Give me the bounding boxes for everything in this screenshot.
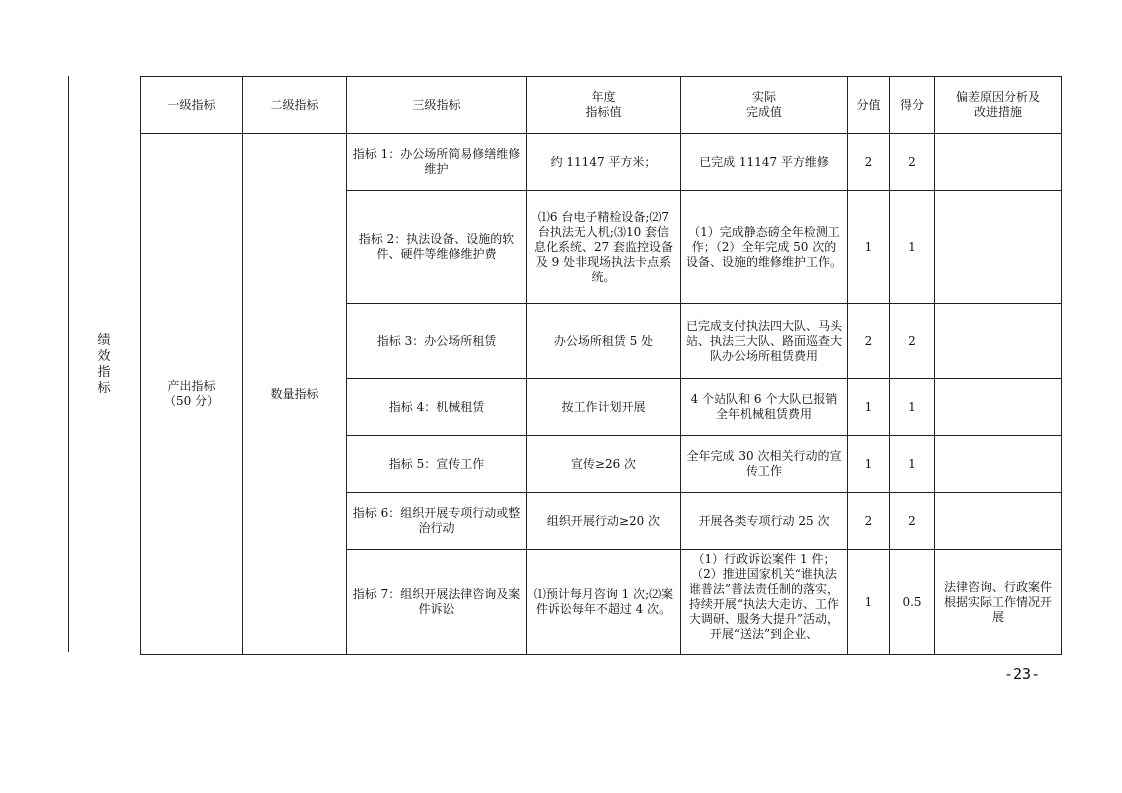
header-score-value: 分值 (848, 77, 890, 134)
header-level3: 三级指标 (347, 77, 527, 134)
target-cell: 按工作计划开展 (527, 379, 681, 436)
header-level1: 一级指标 (141, 77, 243, 134)
score-cell: 1 (890, 191, 935, 304)
indicator-cell: 指标 2：执法设备、设施的软件、硬件等维修维护费 (347, 191, 527, 304)
header-target (527, 77, 681, 134)
category-label-performance (92, 333, 116, 397)
value-cell: 2 (848, 134, 890, 191)
score-cell: 1 (890, 379, 935, 436)
target-cell: 办公场所租赁 5 处 (527, 304, 681, 379)
actual-cell: 已完成支付执法四大队、马头站、执法三大队、路面巡查大队办公场所租赁费用 (681, 304, 848, 379)
value-cell: 1 (848, 550, 890, 655)
actual-cell: （1）完成静态磅全年检测工作；（2）全年完成 50 次的设备、设施的维修维护工作。 (681, 191, 848, 304)
actual-text-clip: （1）行政诉讼案件 1 件；（2）推进国家机关“谁执法谁普法”普法责任制的落实，持续开展“执法大走访、工作大调研、服务大提升”活动，开展“送法”到企业、 (688, 552, 840, 641)
header-analysis-line: 改进措施 (973, 105, 1022, 119)
indicator-cell: 指标 4：机械租赁 (347, 379, 527, 436)
target-cell: 宣传≥26 次 (527, 436, 681, 493)
page-number: -23- (1004, 665, 1041, 683)
indicator-cell: 指标 1：办公场所简易修缮维修维护 (347, 134, 527, 191)
score-cell: 1 (890, 436, 935, 493)
level1-cell (141, 134, 243, 655)
indicator-cell: 指标 5：宣传工作 (347, 436, 527, 493)
actual-cell: 全年完成 30 次相关行动的宣传工作 (681, 436, 848, 493)
analysis-cell (935, 191, 1062, 304)
target-cell: 组织开展行动≥20 次 (527, 493, 681, 550)
indicator-cell: 指标 6：组织开展专项行动或整治行动 (347, 493, 527, 550)
score-cell: 2 (890, 304, 935, 379)
score-cell: 2 (890, 134, 935, 191)
header-row (141, 77, 1062, 134)
analysis-cell (935, 379, 1062, 436)
category-char: 标 (97, 381, 111, 396)
value-cell: 2 (848, 304, 890, 379)
analysis-cell: 法律咨询、行政案件根据实际工作情况开展 (935, 550, 1062, 655)
value-cell: 2 (848, 493, 890, 550)
level1-label: 产出指标 (167, 379, 216, 393)
analysis-cell (935, 436, 1062, 493)
header-level2: 二级指标 (243, 77, 347, 134)
category-char: 绩 (97, 333, 111, 348)
value-cell: 1 (848, 436, 890, 493)
level2-cell: 数量指标 (243, 134, 347, 655)
performance-indicator-table (140, 76, 1062, 655)
actual-cell: 4 个站队和 6 个大队已报销全年机械租赁费用 (681, 379, 848, 436)
header-target-line: 年度 (591, 90, 616, 104)
value-cell: 1 (848, 379, 890, 436)
header-actual-line: 完成值 (745, 105, 782, 119)
category-char: 效 (97, 349, 111, 364)
score-cell: 0.5 (890, 550, 935, 655)
actual-cell (681, 550, 848, 655)
header-analysis (935, 77, 1062, 134)
target-cell: ⑴预计每月咨询 1 次;⑵案件诉讼每年不超过 4 次。 (527, 550, 681, 655)
score-cell: 2 (890, 493, 935, 550)
header-analysis-line: 偏差原因分析及 (955, 90, 1040, 104)
analysis-cell (935, 304, 1062, 379)
header-actual-line: 实际 (751, 90, 776, 104)
level1-points: （50 分） (163, 394, 220, 408)
indicator-cell: 指标 3：办公场所租赁 (347, 304, 527, 379)
value-cell: 1 (848, 191, 890, 304)
header-target-line: 指标值 (585, 105, 622, 119)
analysis-cell (935, 134, 1062, 191)
header-score-got: 得分 (890, 77, 935, 134)
header-actual (681, 77, 848, 134)
analysis-cell (935, 493, 1062, 550)
left-margin-rule (68, 76, 69, 652)
table-row (141, 134, 1062, 191)
target-cell: 约 11147 平方米； (527, 134, 681, 191)
category-char: 指 (97, 365, 111, 380)
target-cell: ⑴6 台电子精检设备;⑵7 台执法无人机;⑶10 套信息化系统、27 套监控设备及 9 处非现场执法卡点系统。 (527, 191, 681, 304)
actual-cell: 开展各类专项行动 25 次 (681, 493, 848, 550)
indicator-cell: 指标 7：组织开展法律咨询及案件诉讼 (347, 550, 527, 655)
actual-cell: 已完成 11147 平方维修 (681, 134, 848, 191)
